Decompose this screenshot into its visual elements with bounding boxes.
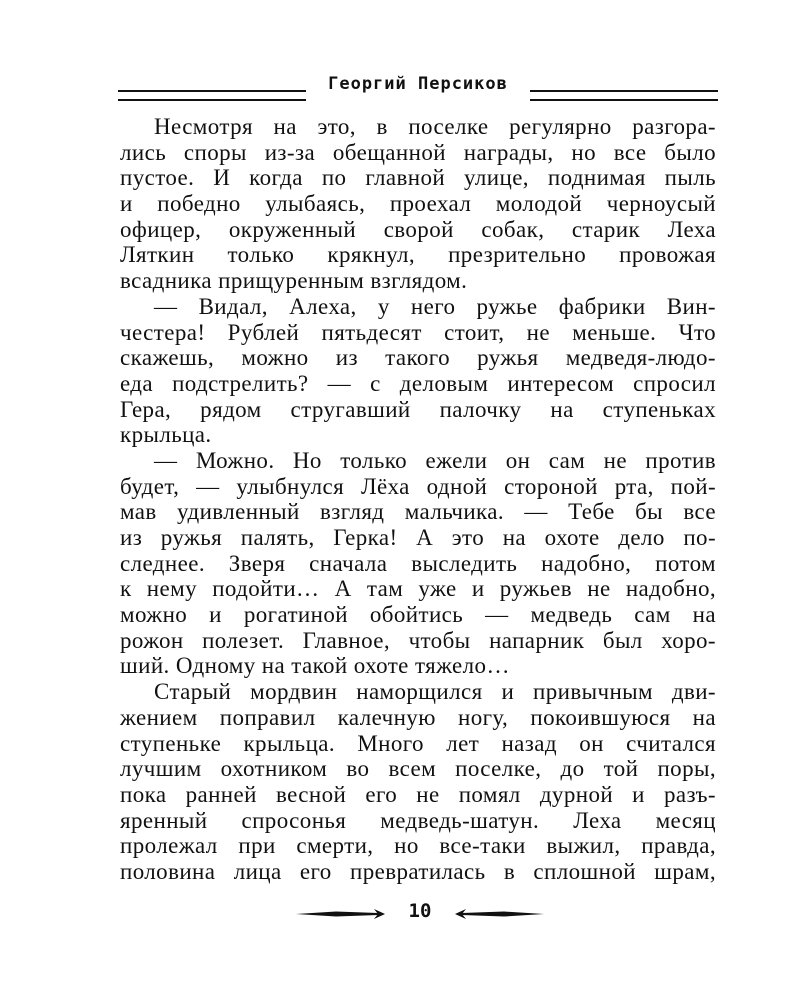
text-line: — Видал, Алеха, у него ружье фабрики Вин- [154, 293, 716, 319]
text-line: половина лица его превратилась в сплошной шрам, [120, 858, 716, 884]
text-line: и победно улыбаясь, проехал молодой черноусый [120, 191, 716, 217]
text-line: честера! Рублей пятьдесят стоит, не меньше. Что [120, 319, 716, 345]
text-line: скажешь, можно из такого ружья медведя-людо- [120, 345, 716, 371]
text-line: жением поправил калечную ногу, покоившуюся на [120, 704, 716, 730]
text-line: можно и рогатиной обойтись — медведь сам на [120, 602, 716, 628]
text-line: пока ранней весной его не помял дурной и разъ- [120, 781, 716, 807]
text-line: офицер, окруженный сворой собак, старик Леха [120, 216, 716, 242]
text-line: еда подстрелить? — с деловым интересом спросил [120, 370, 716, 396]
text-line: — Можно. Но только ежели он сам не против [154, 447, 716, 473]
page-footer [290, 900, 550, 930]
text-line: пролежал при смерти, но все-таки выжил, правда, [120, 833, 716, 859]
header-rule-right [530, 90, 718, 101]
text-line: мав удивленный взгляд мальчика. — Тебе бы все [120, 499, 716, 525]
right-arrow-ornament-icon [454, 907, 544, 921]
text-line: Несмотря на это, в поселке регулярно разгора- [154, 114, 716, 139]
text-line: пустое. И когда по главной улице, поднимая пыль [120, 165, 716, 191]
text-line: рожон полезет. Главное, чтобы напарник был хоро- [120, 627, 716, 653]
text-line: к нему подойти… А там уже и ружьев не надобно, [120, 576, 716, 602]
running-header [118, 72, 718, 102]
text-line: следнее. Зверя сначала выследить надобно, потом [120, 550, 716, 576]
text-line: ступеньке крыльца. Много лет назад он считался [120, 730, 716, 756]
text-line: яренный спросонья медведь-шатун. Леха месяц [120, 807, 716, 833]
header-rule-left [118, 90, 306, 101]
text-line: из ружья палять, Герка! А это на охоте дело по- [120, 525, 716, 550]
text-line: всадника прищуренным взглядом. [120, 268, 468, 294]
text-line: Ляткин только крякнул, презрительно провожая [120, 242, 716, 268]
text-line: ший. Одному на такой охоте тяжело… [120, 653, 510, 679]
text-line: Гера, рядом стругавший палочку на ступеньках [120, 396, 716, 422]
text-line: Старый мордвин наморщился и привычным дви- [154, 679, 716, 705]
left-arrow-ornament-icon [296, 907, 386, 921]
text-line: лись споры из-за обещанной награды, но все было [120, 139, 716, 165]
page-number: 10 [408, 900, 432, 922]
text-line: будет, — улыбнулся Лёха одной стороной рта, пой- [120, 473, 716, 499]
header-author-name: Георгий Персиков [328, 74, 508, 94]
text-line: крыльца. [120, 422, 212, 448]
text-line: лучшим охотником во всем поселке, до той поры, [120, 756, 716, 782]
body-text [120, 114, 716, 885]
